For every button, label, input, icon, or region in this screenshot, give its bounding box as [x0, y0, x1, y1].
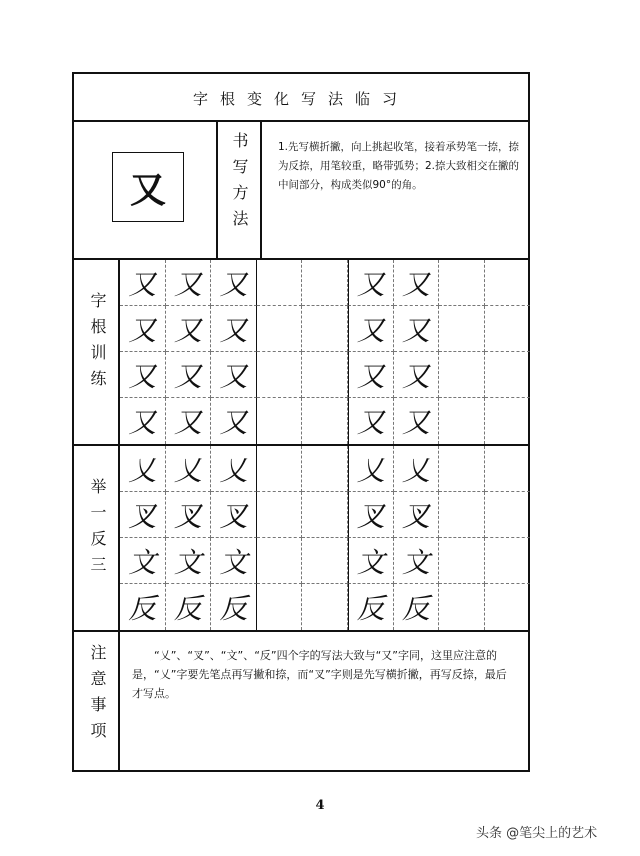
- grid-cell: [485, 260, 531, 306]
- grid-cell: 叉: [166, 492, 212, 538]
- model-character: 又: [112, 152, 184, 222]
- grid-cell: [302, 446, 348, 492]
- grid-cell: [485, 492, 531, 538]
- grid-cell: 叉: [120, 492, 166, 538]
- grid-cell: 又: [120, 352, 166, 398]
- grid-cell: 文: [211, 538, 257, 584]
- grid-cell: 又: [348, 306, 394, 352]
- method-label: 书写方法: [230, 132, 249, 236]
- grid-cell: [302, 306, 348, 352]
- grid-cell: 反: [348, 584, 394, 630]
- grid-cell: [439, 538, 485, 584]
- grid-cell: 又: [166, 260, 212, 306]
- grid-cell: [302, 584, 348, 630]
- grid-cell: 又: [394, 398, 440, 444]
- grid-cell: [439, 352, 485, 398]
- grid-cell: 又: [348, 260, 394, 306]
- grid-cell: [439, 398, 485, 444]
- grid-cell: [257, 306, 303, 352]
- grid-cell: 又: [394, 306, 440, 352]
- grid-cell: 又: [211, 352, 257, 398]
- grid-cell: 又: [166, 398, 212, 444]
- grid-cell: [439, 260, 485, 306]
- grid-cell: 反: [211, 584, 257, 630]
- practice-sheet: [72, 72, 530, 772]
- grid-cell: 又: [394, 260, 440, 306]
- grid-cell: [439, 306, 485, 352]
- grid-cell: [439, 492, 485, 538]
- grid-cell: [257, 538, 303, 584]
- grid-cell: [302, 398, 348, 444]
- grid-cell: [302, 260, 348, 306]
- grid-cell: 文: [120, 538, 166, 584]
- grid-cell: 又: [120, 306, 166, 352]
- grid-cell: [257, 584, 303, 630]
- grid-cell: [439, 584, 485, 630]
- grid-cell: 又: [348, 398, 394, 444]
- grid-cell: 又: [394, 352, 440, 398]
- grid-cell: [485, 538, 531, 584]
- divider: [74, 120, 528, 122]
- grid-cell: 又: [120, 398, 166, 444]
- examples-label: 举一反三: [88, 478, 107, 582]
- grid-cell: [257, 260, 303, 306]
- grid-cell: 又: [211, 260, 257, 306]
- page-number: 4: [315, 798, 325, 813]
- grid-cell: 文: [394, 538, 440, 584]
- grid-cell: [439, 446, 485, 492]
- grid-cell: 乂: [211, 446, 257, 492]
- grid-cell: 又: [211, 398, 257, 444]
- grid-cell: 反: [120, 584, 166, 630]
- grid-cell: 乂: [166, 446, 212, 492]
- training-label: 字根训练: [88, 292, 107, 396]
- watermark: 头条 @笔尖上的艺术: [476, 826, 598, 841]
- notes-text: “乂”、“叉”、“文”、“反”四个字的写法大致与“又”字同，这里应注意的是，“乂”字要先笔点再写撇和捺，而“叉”字则是先写横折撇，再写反捺，最后才写点。: [132, 649, 507, 700]
- grid-cell: [485, 306, 531, 352]
- grid-cell: [485, 398, 531, 444]
- page-title: 字根变化写法临习: [192, 90, 409, 108]
- grid-cell: 又: [348, 352, 394, 398]
- divider: [216, 120, 218, 258]
- grid-cell: 叉: [211, 492, 257, 538]
- grid-cell: [302, 538, 348, 584]
- grid-cell: 乂: [348, 446, 394, 492]
- grid-cell: 叉: [394, 492, 440, 538]
- grid-cell: 反: [394, 584, 440, 630]
- grid-cell: 乂: [120, 446, 166, 492]
- grid-cell: 又: [166, 352, 212, 398]
- grid-cell: 叉: [348, 492, 394, 538]
- divider: [74, 630, 528, 632]
- grid-cell: [485, 446, 531, 492]
- grid-cell: [257, 492, 303, 538]
- grid-cell: 又: [211, 306, 257, 352]
- method-text: 1.先写横折撇，向上挑起收笔，接着承势笔一捺，捺为反捺，用笔较重，略带弧势；2.捺大致相交在撇的中间部分，构成类似90°的角。: [278, 141, 520, 191]
- grid-cell: 文: [166, 538, 212, 584]
- grid-cell: [257, 446, 303, 492]
- grid-cell: 又: [166, 306, 212, 352]
- grid-cell: [302, 352, 348, 398]
- divider: [260, 120, 262, 258]
- grid-cell: 又: [120, 260, 166, 306]
- grid-cell: 反: [166, 584, 212, 630]
- grid-cell: [257, 398, 303, 444]
- grid-cell: 乂: [394, 446, 440, 492]
- grid-cell: [302, 492, 348, 538]
- grid-cell: [257, 352, 303, 398]
- grid-cell: [485, 352, 531, 398]
- grid-cell: 文: [348, 538, 394, 584]
- notes-label: 注意事项: [88, 644, 107, 748]
- grid-cell: [485, 584, 531, 630]
